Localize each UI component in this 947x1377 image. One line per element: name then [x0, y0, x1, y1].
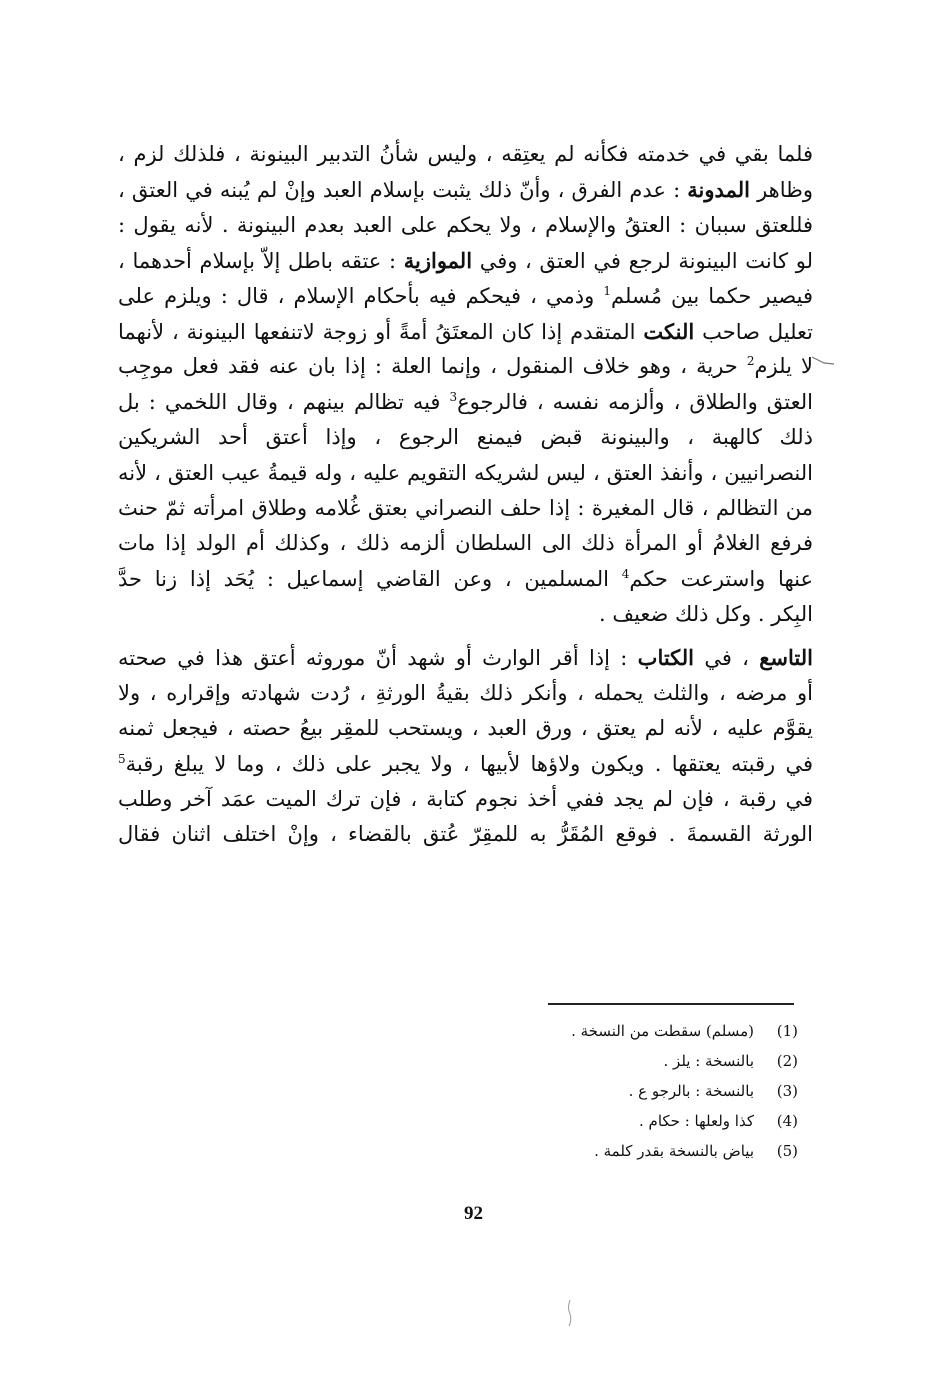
text-line: ذلك كالهبة ، والبينونة قبض فيمنع الرجوع ، وإذا أعتق أحد الشريكين: [118, 425, 813, 450]
footnote-number: (3): [776, 1082, 798, 1100]
footnote-ref: 1: [603, 283, 612, 298]
footnote-divider: [548, 1003, 794, 1005]
bold-term: التاسع: [759, 645, 813, 671]
footnote-item: [420, 1016, 798, 1046]
page-number: 92: [464, 1203, 483, 1224]
paragraph-ninth: [118, 640, 813, 852]
main-text: [118, 137, 813, 853]
footnote-ref: 3: [449, 389, 458, 404]
footnote-ref: 4: [621, 566, 630, 581]
bold-term: الكتاب: [637, 645, 695, 671]
text-line: فرفع الغلامُ أو المرأة ذلك الى السلطان ألزمه ذلك ، وكذلك أم الولد إذا مات: [118, 531, 813, 556]
text-line: النصرانيين ، وأنفذ العتق ، ليس لشريكه التقويم عليه ، وله قيمةُ عيب العتق ، لأنه: [118, 460, 813, 485]
footnote-text: كذا ولعلها : حكام .: [639, 1112, 754, 1130]
footnote-number: (2): [776, 1052, 798, 1070]
bold-term: الموازية: [403, 248, 473, 274]
text-line: تعليل صاحب النكت المتقدم إذا كان المعتَقُ أمةً أو زوجة لاتنفعها البينونة ، لأنهما: [118, 318, 813, 344]
footnote-ref: 2: [746, 354, 755, 369]
scan-artifact-icon: [565, 1298, 575, 1328]
text-line: لا يلزم$^2$ حرية ، وهو خلاف المنقول ، وإنما العلة : إذا بان عنه فقد فعل موجِب: [118, 354, 813, 379]
footnote-number: (1): [776, 1022, 798, 1040]
text-line: من التظالم ، قال المغيرة : إذا حلف النصراني بعتق غُلامه وطلاق امرأته ثمّ حنث: [118, 495, 813, 520]
text-line: التاسع ، في الكتاب : إذا أقر الوارث أو شهد أنّ موروثه أعتق هذا في صحته: [118, 645, 813, 671]
text-line: فيصير حكما بين مُسلم$^1$ وذمي ، فيحكم فيه بأحكام الإسلام ، قال : ويلزم على: [118, 283, 813, 308]
footnote-number: (5): [776, 1142, 798, 1160]
footnote-item: [420, 1136, 798, 1166]
text-line: في رقبته يعتقها . ويكون ولاؤها لأبيها ، ولا يجبر على ذلك ، وما لا يبلغ رقبة$^5$: [118, 751, 813, 776]
footnote-item: [420, 1046, 798, 1076]
text-line: العتق والطلاق ، وألزمه نفسه ، فالرجوع$^3$ فيه تظالم بينهم ، وقال اللخمي : بل: [118, 389, 813, 414]
footnote-text: بالنسخة : بالرجو ع .: [628, 1082, 754, 1100]
text-line: في رقبة ، فإن لم يجد ففي أخذ نجوم كتابة ، فإن ترك الميت عمَد آخر وطلب: [118, 787, 813, 812]
text-line: فللعتق سببان : العتقُ والإسلام ، ولا يحكم على العبد بعدم البينونة . لأنه يقول :: [118, 212, 813, 237]
footnote-item: [420, 1106, 798, 1136]
footnote-text: (مسلم) سقطت من النسخة .: [571, 1022, 754, 1040]
text-line: الورثة القسمةَ . فوقع المُقَرُّ به للمقِرّ عُتق بالقضاء ، وإنْ اختلف اثنان فقال: [118, 822, 813, 847]
footnote-ref: 5: [118, 751, 126, 766]
text-line: لو كانت البينونة لرجع في العتق ، وفي الموازية : عتقه باطل إلاّ بإسلام أحدهما ،: [118, 248, 813, 274]
text-line: فلما بقي في خدمته فكأنه لم يعتِقه ، وليس شأنُ التدبير البينونة ، فلذلك لزم ،: [118, 142, 813, 166]
text-line: البِكر . وكل ذلك ضعيف .: [598, 602, 813, 627]
bold-term: النكت: [643, 318, 695, 344]
margin-tick-icon: [810, 355, 836, 371]
text-line: وظاهر المدونة : عدم الفرق ، وأنّ ذلك يثبت بإسلام العبد وإنْ لم يُبنه في العتق ،: [118, 177, 813, 203]
footnote-text: بياض بالنسخة بقدر كلمة .: [594, 1142, 754, 1160]
footnotes: [420, 1016, 798, 1166]
footnote-text: بالنسخة : يلز .: [663, 1052, 754, 1070]
footnote-number: (4): [776, 1112, 798, 1130]
text-line: أو مرضه ، والثلث يحمله ، وأنكر ذلك بقيةُ الورثةِ ، رُدت شهادته وإقراره ، ولا: [118, 680, 813, 705]
bold-term: المدونة: [687, 177, 750, 203]
footnote-item: [420, 1076, 798, 1106]
text-line: يقوَّم عليه ، لأنه لم يعتق ، ورق العبد ، ويستحب للمقِر بيعُ حصته ، فيجعل ثمنه: [118, 716, 813, 741]
text-line: عنها واسترعت حكم$^4$ المسلمين ، وعن القاضي إسماعيل : يُحَد إذا زنا حدَّ: [118, 566, 813, 591]
